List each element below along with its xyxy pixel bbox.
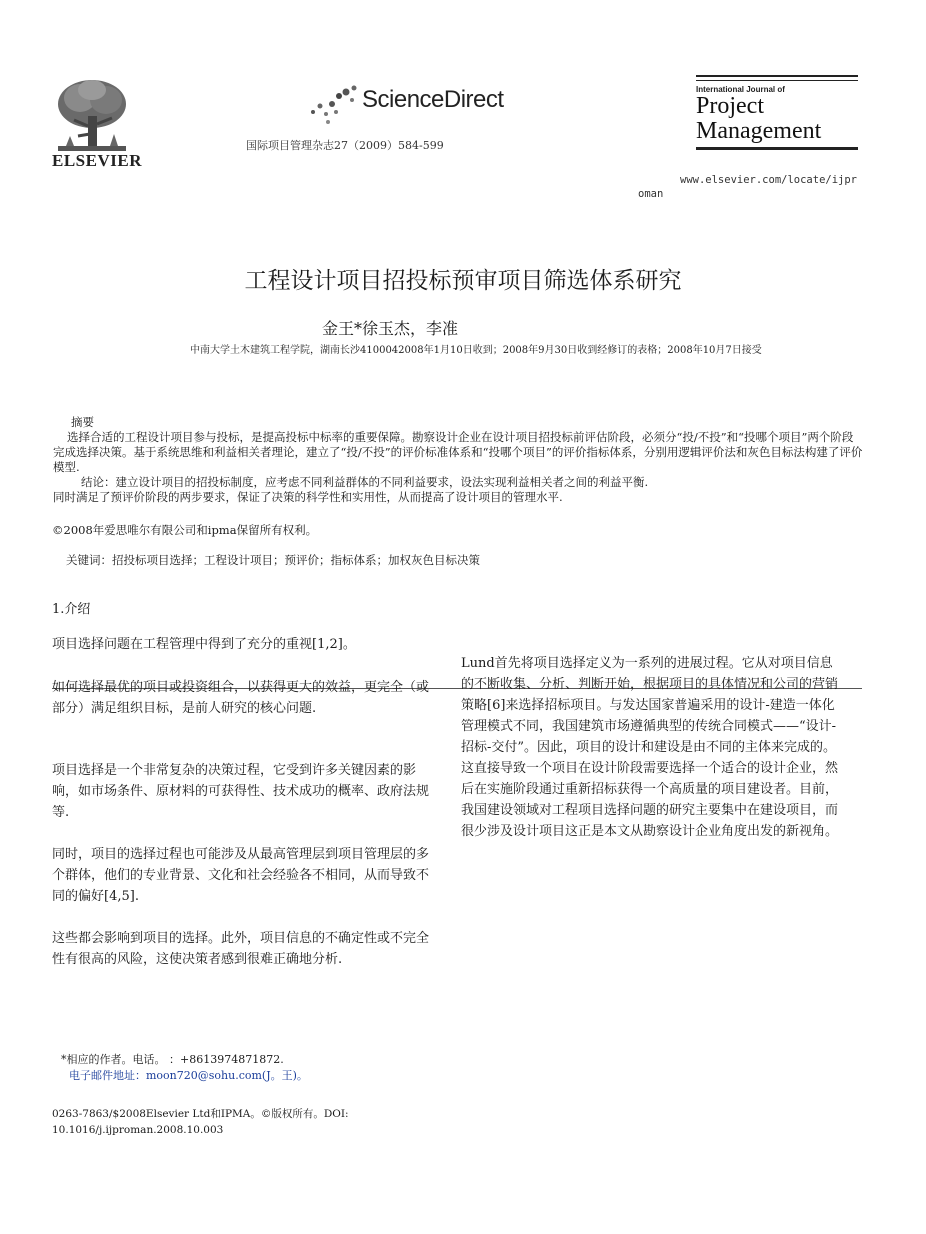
abstract-heading: 摘要: [71, 415, 94, 429]
abstract-body: [53, 430, 863, 505]
journal-logo-line3: Management: [696, 118, 822, 144]
journal-url[interactable]: www.elsevier.com/locate/ijpr: [680, 174, 858, 186]
footnote-author: *相应的作者。电话。 ：+8613974871872.: [61, 1053, 284, 1066]
journal-logo: [696, 75, 858, 150]
journal-logo-line2: Project: [696, 93, 764, 119]
footnote: [61, 1052, 308, 1084]
footnote-email-label: 电子邮件地址：: [69, 1069, 146, 1082]
doi-info: [52, 1106, 349, 1138]
abstract-paragraph: 同时满足了预评价阶段的两步要求，保证了决策的科学性和实用性，从而提高了设计项目的管理水平.: [53, 490, 563, 504]
section-heading: 1.介绍: [52, 602, 91, 617]
author-affiliation: 中南大学土木建筑工程学院，湖南长沙4100042008年1月10日收到；2008年9月30日收到经修订的表格；2008年10月7日接受: [190, 345, 762, 356]
body-paragraph: 这些都会影响到项目的选择。此外，项目信息的不确定性或不完全性有很高的风险，这使决策者感到很难正确地分析.: [52, 931, 430, 967]
body-paragraph: 同时，项目的选择过程也可能涉及从最高管理层到项目管理层的多个群体，他们的专业背景、文化和社会经验各不相同，从而导致不同的偏好[4,5].: [52, 847, 430, 904]
body-paragraph: 项目选择是一个非常复杂的决策过程，它受到许多关键因素的影响，如市场条件、原材料的可获得性、技术成功的概率、政府法规等.: [52, 763, 430, 820]
article-title: 工程设计项目招投标预审项目筛选体系研究: [244, 268, 682, 294]
sciencedirect-wordmark: ScienceDirect: [362, 86, 504, 113]
journal-reference: 国际项目管理杂志27（2009）584-599: [246, 139, 444, 152]
keywords: 关键词：招投标项目选择；工程设计项目；预评价；指标体系；加权灰色目标决策: [66, 553, 480, 567]
footnote-email[interactable]: moon720@sohu.com(J。王)。: [146, 1069, 308, 1082]
abstract-paragraph: 选择合适的工程设计项目参与投标，是提高投标中标率的重要保障。勘察设计企业在设计项目招投标前评估阶段，必须分“投/不投”和“投哪个项目”两个阶段完成选择决策。基于系统思维和利益相关者理论，建立了“投/不投”的评价标准体系和“投哪个项目”的评价指标体系，分别用逻辑评价法和灰色目标法构建了评价模型.: [53, 430, 863, 474]
elsevier-tree-logo: [52, 76, 132, 156]
journal-url-continued[interactable]: oman: [638, 188, 664, 200]
elsevier-wordmark: ELSEVIER: [52, 151, 142, 170]
abstract-paragraph: 结论：建立设计项目的招投标制度，应考虑不同利益群体的不同利益要求，设法实现利益相关者之间的利益平衡.: [81, 475, 649, 489]
body-paragraph: 如何选择最优的项目或投资组合，以获得更大的效益，更完全（或部分）满足组织目标，是前人研究的核心问题.: [52, 680, 430, 716]
body-paragraph-right: Lund首先将项目选择定义为一系列的进展过程。它从对项目信息的不断收集、分析、判断开始，根据项目的具体情况和公司的营销策略[6]来选择招标项目。与发达国家普遍采用的设计-建造一体化管理模式不同，我国建筑市场遵循典型的传统合同模式——“设计-招标-交付”。因此，项目的设计和建设是由不同的主体来完成的。这直接导致一个项目在设计阶段需要选择一个适合的设计企业，然后在实施阶段通过重新招标获得一个高质量的项目建设者。目前，我国建设领域对工程项目选择问题的研究主要集中在建设项目，而很少涉及设计项目这正是本文从勘察设计企业角度出发的新视角。: [461, 656, 839, 839]
doi-line1: 0263-7863/$2008Elsevier Ltd和IPMA。©版权所有。DOI:: [52, 1108, 349, 1120]
copyright-notice: ©2008年爱思唯尔有限公司和ipma保留所有权利。: [52, 523, 318, 537]
journal-logo-line1: International Journal of: [696, 85, 785, 94]
body-paragraph: 项目选择问题在工程管理中得到了充分的重视[1,2]。: [52, 637, 356, 652]
article-authors: 金王*徐玉杰，李准: [322, 319, 459, 338]
doi-line2[interactable]: 10.1016/j.ijproman.2008.10.003: [52, 1124, 224, 1136]
